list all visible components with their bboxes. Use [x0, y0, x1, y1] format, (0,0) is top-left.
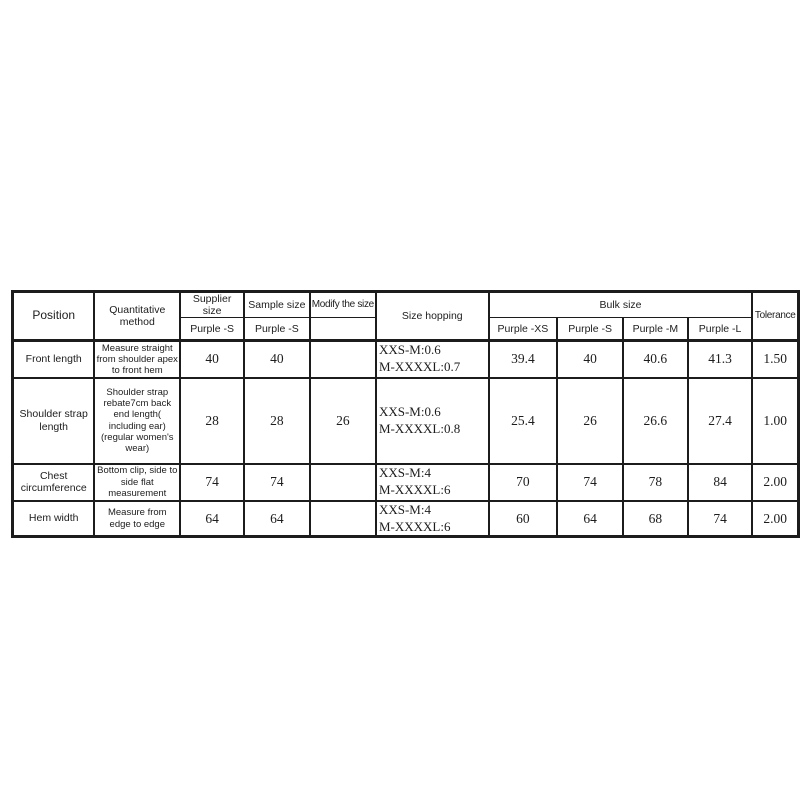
- header-tolerance: Tolerance: [752, 292, 798, 341]
- cell-position: Front length: [13, 341, 95, 378]
- cell-bulk-m: 40.6: [623, 341, 688, 378]
- cell-tolerance: 1.50: [752, 341, 798, 378]
- cell-method: Measure straight from shoulder apex to front hem: [94, 341, 180, 378]
- cell-tolerance: 2.00: [752, 501, 798, 537]
- table-row-shoulder-strap: [13, 378, 799, 464]
- header-method: Quantitative method: [94, 292, 180, 341]
- cell-tolerance: 2.00: [752, 464, 798, 501]
- header-supplier-variant: Purple -S: [180, 318, 244, 341]
- cell-bulk-l: 84: [688, 464, 753, 501]
- header-bulk-size: Bulk size: [489, 292, 753, 318]
- cell-method: Shoulder strap rebate7cm back end length( including ear) (regular women's wear): [94, 378, 180, 464]
- table-row-hem-width: [13, 501, 799, 537]
- cell-modify-value: [310, 464, 376, 501]
- header-row-1: [13, 292, 799, 318]
- size-hopping-line2: M-XXXXL:0.7: [378, 359, 461, 375]
- cell-bulk-xs: 70: [489, 464, 558, 501]
- cell-supplier-value: 64: [180, 501, 244, 537]
- table-row-front-length: [13, 341, 799, 378]
- header-bulk-variant-m: Purple -M: [623, 318, 688, 341]
- cell-position: Shoulder strap length: [13, 378, 95, 464]
- cell-sample-value: 74: [244, 464, 310, 501]
- header-modify-variant: [310, 318, 376, 341]
- cell-size-hopping: [376, 464, 489, 501]
- size-hopping-line2: M-XXXXL:6: [378, 482, 451, 498]
- size-hopping-line1: XXS-M:0.6: [378, 403, 441, 419]
- cell-bulk-l: 74: [688, 501, 753, 537]
- cell-bulk-s: 64: [557, 501, 623, 537]
- cell-bulk-s: 74: [557, 464, 623, 501]
- cell-sample-value: 40: [244, 341, 310, 378]
- header-bulk-variant-l: Purple -L: [688, 318, 753, 341]
- header-sample-variant: Purple -S: [244, 318, 310, 341]
- cell-bulk-s: 26: [557, 378, 623, 464]
- size-hopping-line1: XXS-M:4: [378, 501, 431, 517]
- header-sample-size: Sample size: [244, 292, 310, 318]
- header-modify-size: Modify the size: [310, 292, 376, 318]
- table-row-chest-circumference: [13, 464, 799, 501]
- cell-modify-value: [310, 501, 376, 537]
- cell-bulk-s: 40: [557, 341, 623, 378]
- header-supplier-size: Supplier size: [180, 292, 244, 318]
- cell-sample-value: 64: [244, 501, 310, 537]
- cell-position: Chest circumference: [13, 464, 95, 501]
- cell-bulk-xs: 39.4: [489, 341, 558, 378]
- cell-supplier-value: 28: [180, 378, 244, 464]
- cell-size-hopping: [376, 501, 489, 537]
- cell-modify-value: 26: [310, 378, 376, 464]
- cell-method: Bottom clip, side to side flat measurement: [94, 464, 180, 501]
- cell-tolerance: 1.00: [752, 378, 798, 464]
- cell-method: Measure from edge to edge: [94, 501, 180, 537]
- cell-sample-value: 28: [244, 378, 310, 464]
- cell-bulk-m: 68: [623, 501, 688, 537]
- size-hopping-line2: M-XXXXL:0.8: [378, 420, 461, 436]
- cell-bulk-l: 41.3: [688, 341, 753, 378]
- header-position: Position: [13, 292, 95, 341]
- cell-supplier-value: 74: [180, 464, 244, 501]
- cell-bulk-xs: 60: [489, 501, 558, 537]
- header-bulk-variant-s: Purple -S: [557, 318, 623, 341]
- cell-size-hopping: [376, 341, 489, 378]
- cell-supplier-value: 40: [180, 341, 244, 378]
- header-size-hopping: Size hopping: [376, 292, 489, 341]
- cell-position: Hem width: [13, 501, 95, 537]
- size-hopping-line2: M-XXXXL:6: [378, 518, 451, 534]
- size-spec-table: [11, 290, 800, 538]
- cell-modify-value: [310, 341, 376, 378]
- cell-bulk-xs: 25.4: [489, 378, 558, 464]
- size-hopping-line1: XXS-M:0.6: [378, 342, 441, 358]
- cell-bulk-m: 78: [623, 464, 688, 501]
- cell-size-hopping: [376, 378, 489, 464]
- size-hopping-line1: XXS-M:4: [378, 465, 431, 481]
- cell-bulk-m: 26.6: [623, 378, 688, 464]
- header-bulk-variant-xs: Purple -XS: [489, 318, 558, 341]
- cell-bulk-l: 27.4: [688, 378, 753, 464]
